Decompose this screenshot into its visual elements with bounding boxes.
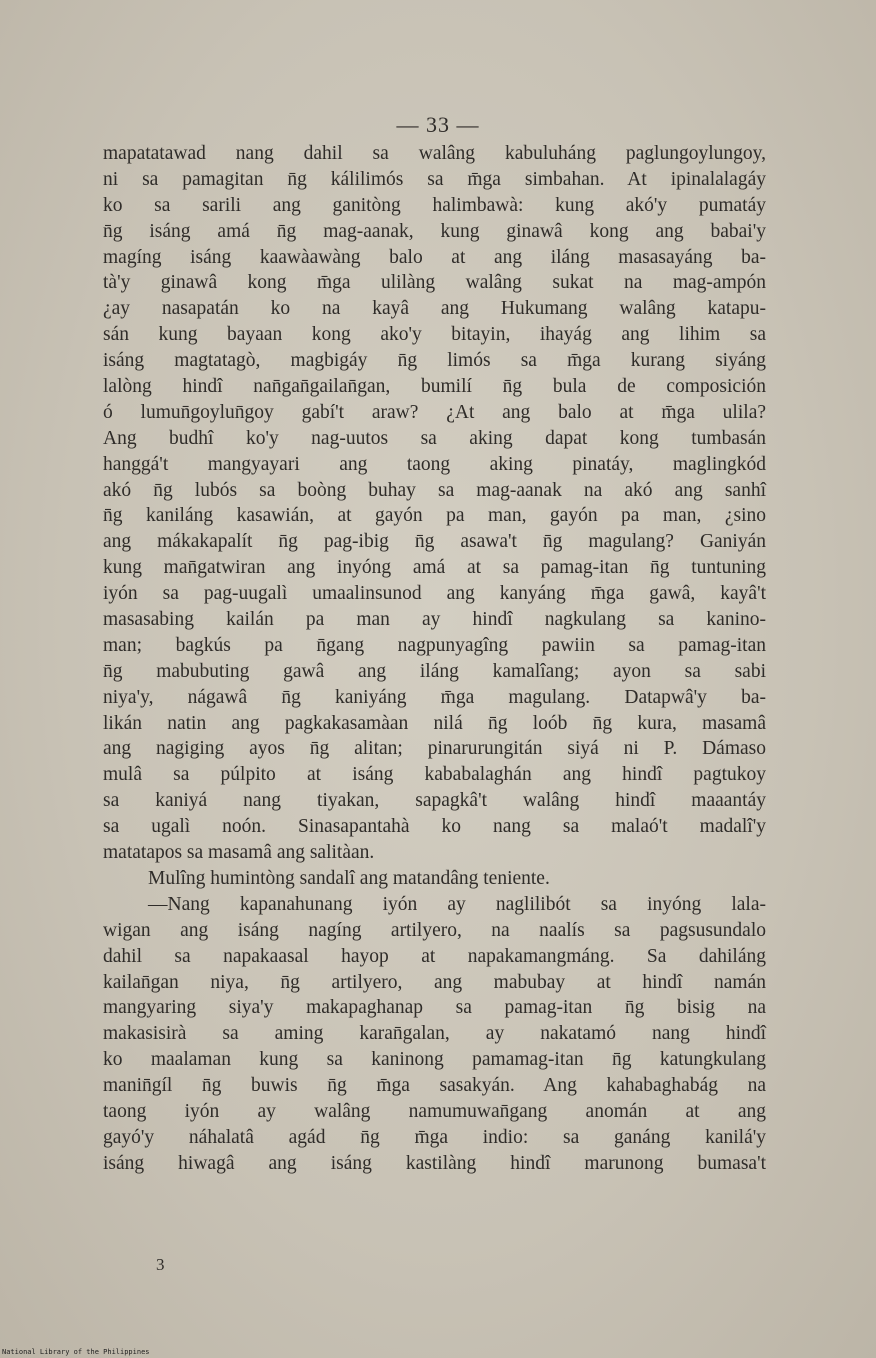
text-line: likán natin ang pagkakasamàan nilá n̄g loób n̄g kura, masamâ [103, 712, 766, 734]
text-line: ¿ay nasapatán ko na kayâ ang Hukumang walâng katapu- [103, 298, 766, 320]
library-footer: National Library of the Philippines [2, 1348, 150, 1356]
text-line: mangyaring siya'y makapaghanap sa pamag-itan n̄g bisig na [103, 997, 766, 1019]
text-line: isáng hiwagâ ang isáng kastilàng hindî marunong bumasa't [103, 1152, 766, 1174]
text-line: ko sa sarili ang ganitòng halimbawà: kung akó'y pumatáy [103, 194, 766, 216]
text-line: man; bagkús pa n̄gang nagpunyagîng pawiin sa pamag-itan [103, 634, 766, 656]
text-line: makasisirà sa aming karan̄galan, ay nakatamó nang hindî [103, 1023, 766, 1045]
text-line: n̄g isáng amá n̄g mag-aanak, kung ginawâ kong ang babai'y [103, 220, 766, 242]
text-line: sán kung bayaan kong ako'y bitayin, ihayág ang lihim sa [103, 324, 766, 346]
text-line: —Nang kapanahunang iyón ay naglilibót sa inyóng lala- [148, 893, 766, 915]
text-line: niya'y, nágawâ n̄g kaniyáng m̄ga magulang. Datapwâ'y ba- [103, 686, 766, 708]
page-number: — 33 — [396, 112, 480, 137]
text-line: mulâ sa púlpito at isáng kababalaghán ang hindî pagtukoy [103, 764, 766, 786]
text-line: isáng magtatagò, magbigáy n̄g limós sa m̄ga kurang siyáng [103, 350, 766, 372]
text-line: hanggá't mangyayari ang taong aking pinatáy, maglingkód [103, 453, 766, 475]
text-line: n̄g mabubuting gawâ ang iláng kamalîang; ayon sa sabi [103, 660, 766, 682]
text-line: masasabing kailán pa man ay hindî nagkulang sa kanino- [103, 609, 766, 631]
text-line: sa kaniyá nang tiyakan, sapagkâ't walâng hindî maaantáy [103, 790, 766, 812]
text-line: Mulîng humintòng sandalî ang matandâng teniente. [148, 867, 550, 889]
text-line: dahil sa napakaasal hayop at napakamangmáng. Sa dahiláng [103, 945, 766, 967]
text-line: n̄g kaniláng kasawián, at gayón pa man, gayón pa man, ¿sino [103, 505, 766, 527]
text-line: iyón sa pag-uugalì umaalinsunod ang kanyáng m̄ga gawâ, kayâ't [103, 583, 766, 605]
text-line: ang mákakapalít n̄g pag-ibig n̄g asawa't n̄g magulang? Ganiyán [103, 531, 766, 553]
text-line: kung man̄gatwiran ang inyóng amá at sa pamag-itan n̄g tuntuning [103, 557, 766, 579]
text-line: taong iyón ay walâng namumuwan̄gang anomán at ang [103, 1100, 766, 1122]
text-line: tà'y ginawâ kong m̄ga ulilàng walâng sukat na mag-ampón [103, 272, 766, 294]
text-line: ó lumun̄goylun̄goy gabí't araw? ¿At ang balo at m̄ga ulila? [103, 401, 766, 423]
text-line: ni sa pamagitan n̄g kálilimós sa m̄ga simbahan. At ipinalalagáy [103, 168, 766, 190]
text-line: ko maalaman kung sa kaninong pamamag-itan n̄g katungkulang [103, 1049, 766, 1071]
text-line: mapatatawad nang dahil sa walâng kabuluháng paglungoylungoy, [103, 143, 766, 164]
text-line: lalòng hindî nan̄gan̄gailan̄gan, bumilí n̄g bula de composición [103, 376, 766, 398]
text-line: sa ugalì noón. Sinasapantahà ko nang sa malaó't madalî'y [103, 816, 766, 838]
text-line: gayó'y náhalatâ agád n̄g m̄ga indio: sa ganáng kanilá'y [103, 1126, 766, 1148]
text-line: wigan ang isáng nagíng artilyero, na naalís sa pagsusundalo [103, 919, 766, 941]
text-line: Ang budhî ko'y nag-uutos sa aking dapat kong tumbasán [103, 427, 766, 449]
text-line: ang nagiging ayos n̄g alitan; pinarurungitán siyá ni P. Dámaso [103, 738, 766, 760]
body-text [103, 141, 766, 1177]
text-line: akó n̄g lubós sa boòng buhay sa mag-aanak na akó ang sanhî [103, 479, 766, 501]
text-line: matatapos sa masamâ ang salitàan. [103, 842, 375, 864]
text-line: manin̄gíl n̄g buwis n̄g m̄ga sasakyán. Ang kahabaghabág na [103, 1075, 766, 1097]
signature-mark: 3 [156, 1255, 165, 1274]
text-line: magíng isáng kaawàawàng balo at ang iláng masasayáng ba- [103, 246, 766, 268]
text-line: kailan̄gan niya, n̄g artilyero, ang mabubay at hindî namán [103, 971, 766, 993]
